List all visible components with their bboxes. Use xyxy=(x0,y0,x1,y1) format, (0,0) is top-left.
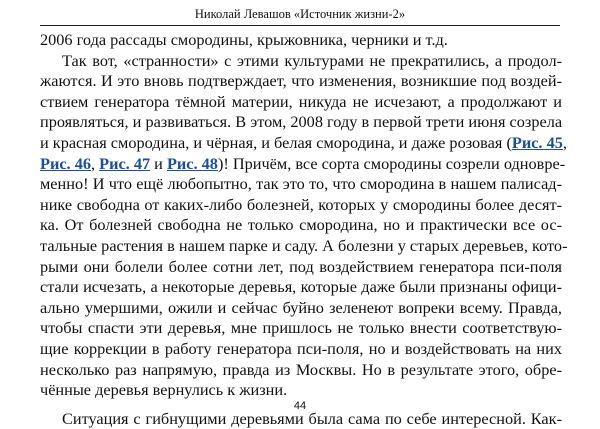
paragraph-line: менно! И что ещё любопытно, так это то, что смородина в нашем палисад- xyxy=(40,174,562,194)
figure-link-47[interactable]: Рис. 47 xyxy=(99,153,151,173)
link-separator: , xyxy=(90,153,100,173)
paragraph-line: ально умершими, ожили и сейчас буйно зеленеют вопреки всему. Правда, xyxy=(40,297,562,317)
paragraph-line: чённые деревья вернулись к жизни. xyxy=(40,380,288,400)
paragraph-line: проявляться, и развиваться. В этом, 2008 году в первой трети июня созрела xyxy=(40,112,563,132)
figure-link-48[interactable]: Рис. 48 xyxy=(166,153,218,173)
page-number: 44 xyxy=(293,400,307,412)
figure-link-46[interactable]: Рис. 46 xyxy=(40,153,91,173)
line-text: и красная смородина, и чёрная, и белая смородина, и даже розовая ( xyxy=(40,132,512,152)
paragraph-line: стали исчезать, а некоторые деревья, которые даже были признаны офици- xyxy=(40,277,562,297)
paragraph-line: ка. От болезней свободна не только смородина, но и практически все ос- xyxy=(40,215,562,235)
figure-link-45[interactable]: Рис. 45 xyxy=(511,132,563,152)
body-text xyxy=(40,30,568,429)
paragraph-line: жаются. И это вновь подтверждает, что изменения, возникшие под воздей- xyxy=(40,71,562,91)
paragraph-line: 2006 года рассады смородины, крыжовника, черники и т.д. xyxy=(40,30,448,49)
paragraph-line: ствием генератора тёмной материи, никуда не исчезают, а продолжают и xyxy=(40,91,562,111)
paragraph-line: чтобы спасти эти деревья, мне пришлось не только внести соответствую- xyxy=(40,318,562,338)
paragraph-line: рыми они болели более сотни лет, под воздействием генератора пси-поля xyxy=(40,256,562,276)
running-header: Николай Левашов «Источник жизни-2» xyxy=(40,6,560,26)
paragraph-line-with-links xyxy=(40,153,566,175)
paragraph-line: нике свободна от каких-либо болезней, которых у смородины более десят- xyxy=(40,194,562,214)
paragraph-line-with-link: и красная смородина, и чёрная, и белая смородина, и даже розовая (Рис. 45, xyxy=(40,132,567,152)
link-separator: и xyxy=(150,153,167,173)
paragraph-line: Ситуация с гибнущими деревьями была сама по себе интересной. Как- xyxy=(62,408,562,428)
line-text: )! Причём, все сорта смородины созрели одновре- xyxy=(217,153,566,173)
paragraph-line: Так вот, «странности» с этими культурами не прекратились, а продол- xyxy=(62,50,562,70)
paragraph-line: тальные растения в нашем парке и саду. А болезни у старых деревьев, кото- xyxy=(40,235,568,255)
paragraph-line: щие коррекции в работу генератора пси-поля, но и воздействовать на них xyxy=(40,338,562,358)
paragraph-line: несколько раз напрямую, правда из Москвы. Но в результате этого, обре- xyxy=(40,359,562,379)
